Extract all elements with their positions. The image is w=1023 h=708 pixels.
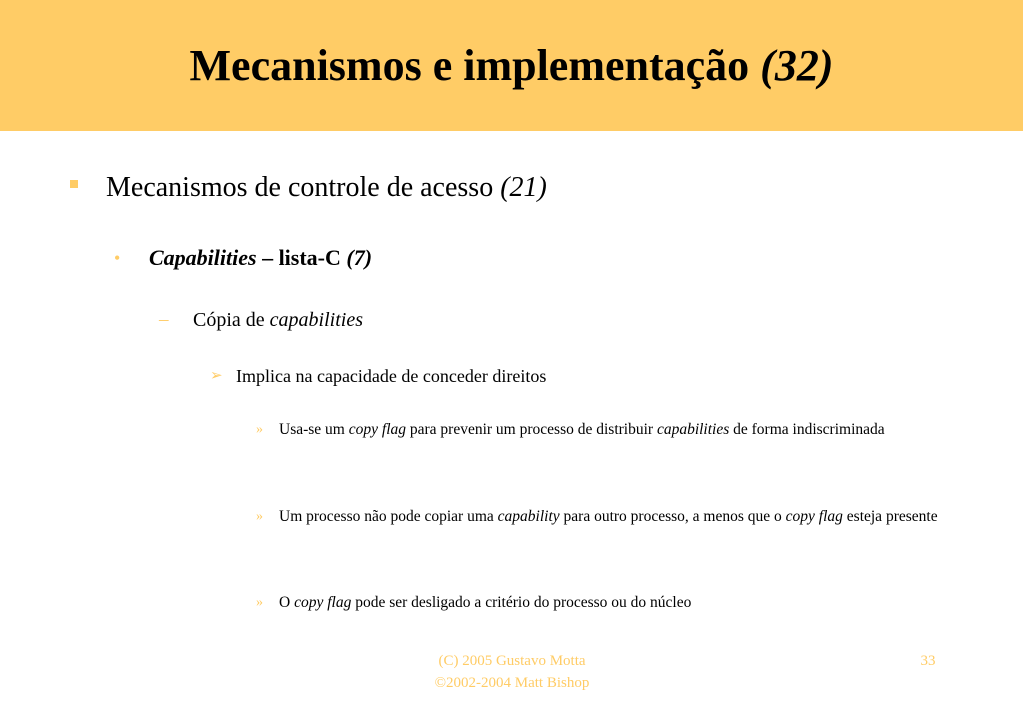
footer-line-1: (C) 2005 Gustavo Motta [438,653,586,669]
bullet-level5-item [279,498,969,535]
bullet-level5-text: para prevenir um processo de distribuir [409,421,654,438]
bullet-level3-text: Cópia de [193,309,265,331]
bullet-level5-italic: capabilities [656,421,730,438]
raquo-bullet-icon: » [256,509,263,524]
page-number: 33 [920,653,936,669]
bullet-level5-text: de forma indiscriminada [733,421,885,438]
bullet-level5-text: Usa-se um [279,421,345,438]
bullet-level2 [149,244,372,272]
bullet-level2-italic: Capabilities [149,245,257,270]
bullet-level5-item [279,584,969,621]
bullet-level5-text: pode ser desligado a critério do processo ou do núcleo [355,594,692,611]
title-number: (32) [760,41,834,90]
square-bullet-icon [70,180,78,188]
bullet-level3 [193,307,363,333]
arrow-bullet-icon: ➢ [210,368,223,384]
bullet-level5-italic: copy flag [348,421,406,438]
bullet-level5-text: Um processo não pode copiar uma [279,508,494,525]
raquo-bullet-icon: » [256,422,263,437]
bullet-level3-italic: capabilities [269,309,363,331]
bullet-level5-text: esteja presente [846,508,938,525]
bullet-level1-text: Mecanismos de controle de acesso [106,172,494,203]
bullet-level2-number: (7) [346,245,373,270]
slide-title [0,36,1023,96]
bullet-level5-item [279,411,969,448]
bullet-level5-text: O [279,594,291,611]
bullet-level5-text: para outro processo, a menos que o [563,508,782,525]
bullet-level5-italic: copy flag [294,594,352,611]
bullet-level5-italic: capability [497,508,560,525]
dash-bullet-icon: – [159,309,169,330]
title-text: Mecanismos e implementação [189,41,750,90]
dot-bullet-icon: • [114,248,121,268]
bullet-level4: Implica na capacidade de conceder direitos [236,366,547,386]
bullet-level1-number: (21) [500,172,547,203]
bullet-level5-italic: copy flag [785,508,843,525]
footer-line-2: ©2002-2004 Matt Bishop [434,675,590,691]
bullet-level1 [106,170,547,206]
bullet-level2-text: – lista-C [256,245,341,270]
raquo-bullet-icon: » [256,595,263,610]
footer-credits [312,650,712,694]
